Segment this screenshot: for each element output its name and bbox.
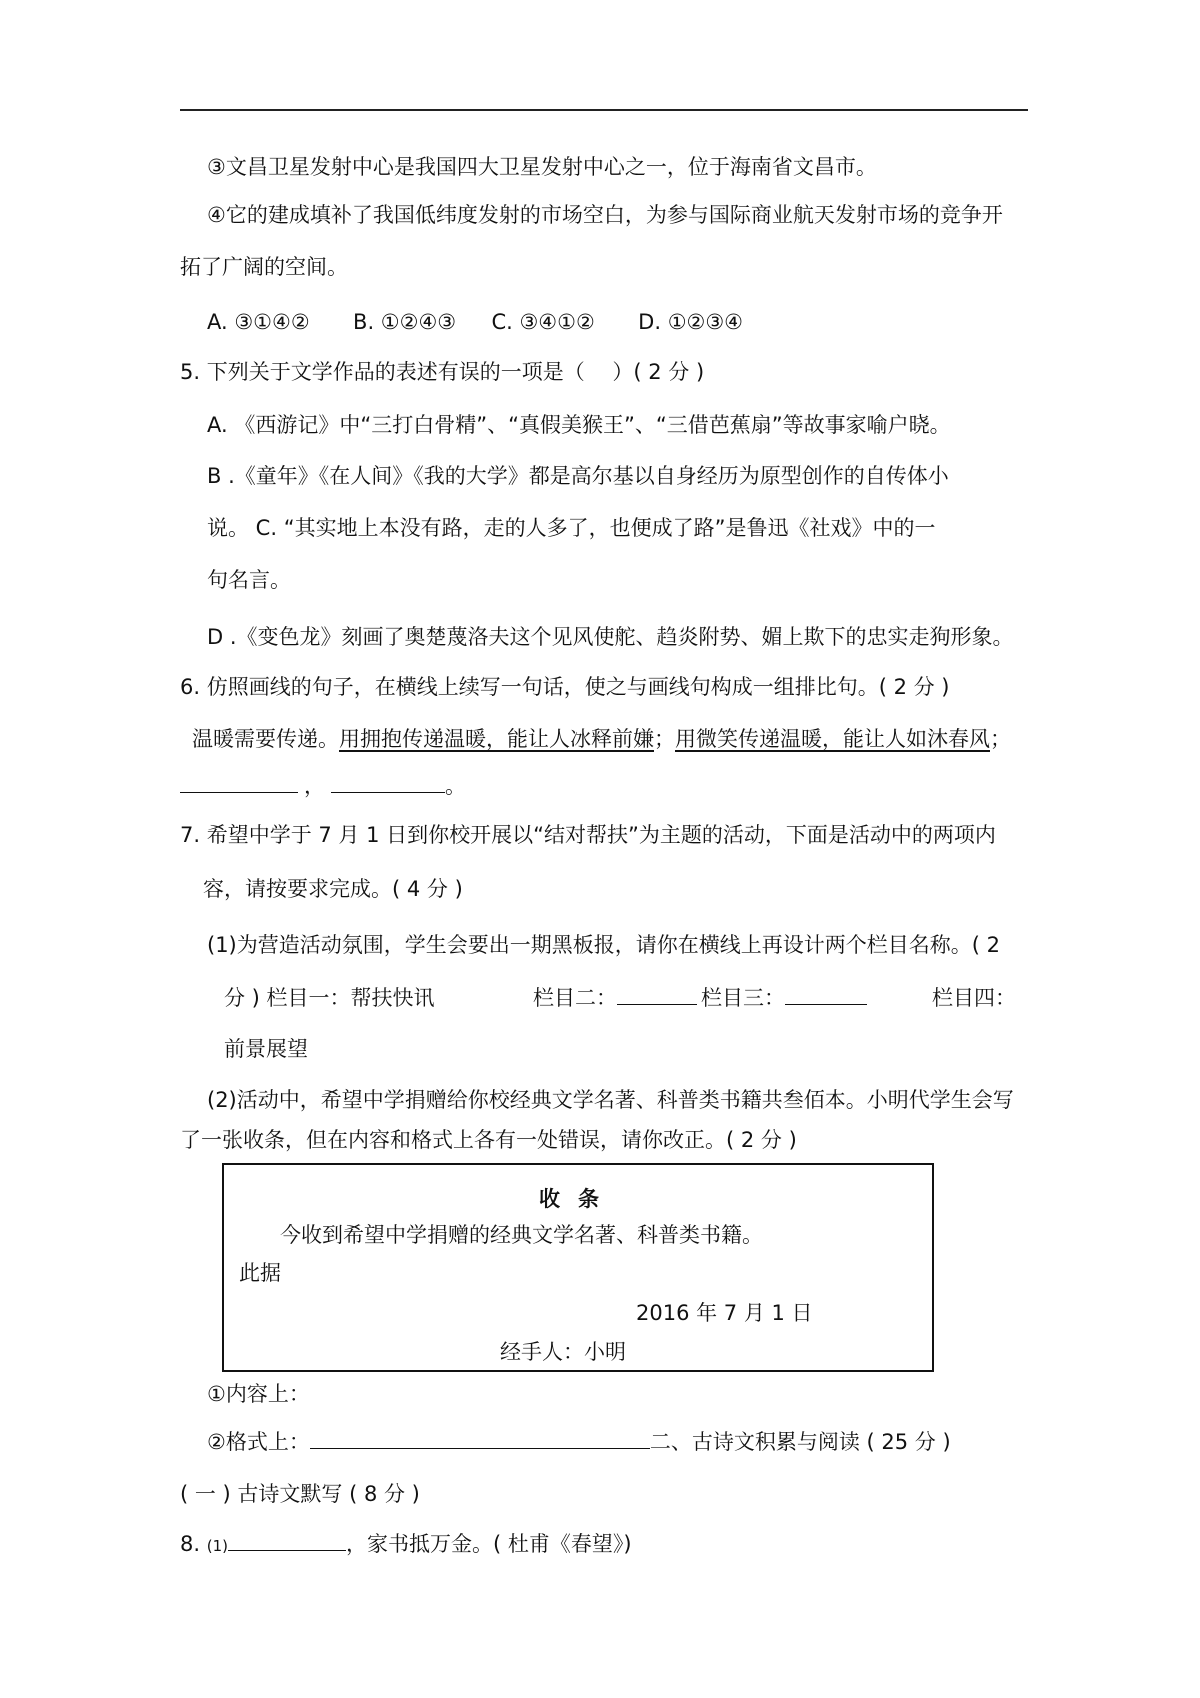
- q7-answer-content: ①内容上：: [207, 1382, 310, 1406]
- q4-options: [207, 308, 743, 336]
- q6-period: 。: [445, 774, 466, 798]
- q6-underlined-1: 用拥抱传递温暖，能让人冰释前嫌: [339, 727, 654, 751]
- receipt-box: [222, 1163, 934, 1372]
- q7-stem-line2: 容，请按要求完成。( 4 分 ): [203, 877, 463, 901]
- q7-col3-blank[interactable]: [785, 984, 867, 1005]
- q7-format-blank[interactable]: [310, 1428, 650, 1449]
- q4-option-c: C. ③④①②: [491, 310, 595, 334]
- q8-line: [180, 1530, 632, 1560]
- q6-answer-blank-1[interactable]: [180, 772, 298, 793]
- q7-stem-line1: 7. 希望中学于 7 月 1 日到你校开展以“结对帮扶”为主题的活动，下面是活动中的两项内: [180, 823, 996, 847]
- q4-option-a: A. ③①④②: [207, 310, 310, 334]
- q6-answer-line: [180, 772, 466, 800]
- q8-text: ，家书抵万金。( 杜甫《春望》): [345, 1532, 632, 1556]
- q7-col2-label: 栏目二：: [533, 986, 617, 1010]
- q6-text: [192, 725, 1011, 753]
- q7-part2-line2: 了一张收条，但在内容和格式上各有一处错误，请你改正。( 2 分 ): [180, 1128, 797, 1152]
- q8-blank[interactable]: [228, 1530, 346, 1551]
- q6-tail: ；: [990, 727, 1011, 751]
- q8-mark: (1): [206, 1537, 228, 1555]
- q6-lead: 温暖需要传递。: [192, 727, 339, 751]
- q6-comma: ，: [304, 774, 325, 798]
- receipt-date: 2016 年 7 月 1 日: [636, 1301, 813, 1325]
- section2-title: 二、古诗文积累与阅读 ( 25 分 ): [649, 1430, 951, 1454]
- q5-option-b-line1: B .《童年》《在人间》《我的大学》都是高尔基以自身经历为原型创作的自传体小: [207, 464, 949, 488]
- q4-option-b: B. ①②④③: [353, 310, 457, 334]
- q5-option-b-line2: 说。 C. “其实地上本没有路，走的人多了，也便成了路”是鲁迅《社戏》中的一: [207, 516, 936, 540]
- q7-part1-col4: 栏目四：: [932, 986, 1016, 1010]
- q5-option-a: A. 《西游记》中“三打白骨精”、“真假美猴王”、“三借芭蕉扇”等故事家喻户晓。: [207, 413, 951, 437]
- q7-part1-line1: (1)为营造活动氛围，学生会要出一期黑板报，请你在横线上再设计两个栏目名称。( 2: [207, 933, 1000, 957]
- q5-option-d: D .《变色龙》刻画了奥楚蔑洛夫这个见风使舵、趋炎附势、媚上欺下的忠实走狗形象。: [207, 625, 1014, 649]
- q7-answer-format: [207, 1428, 951, 1456]
- q6-stem: 6. 仿照画线的句子，在横线上续写一句话，使之与画线句构成一组排比句。( 2 分 ): [180, 675, 950, 699]
- q7-col2-blank[interactable]: [617, 984, 697, 1005]
- q4-option-d: D. ①②③④: [638, 310, 743, 334]
- receipt-ci-ju: 此据: [239, 1261, 281, 1285]
- q4-sentence-4-line1: ④它的建成填补了我国低纬度发射的市场空白，为参与国际商业航天发射市场的竞争开: [207, 203, 1003, 227]
- q4-sentence-4-line2: 拓了广阔的空间。: [180, 255, 348, 279]
- q5-option-b-line3: 句名言。: [207, 568, 291, 592]
- q5-stem: 5. 下列关于文学作品的表述有误的一项是（ ）( 2 分 ): [180, 360, 705, 384]
- q7-format-label: ②格式上：: [207, 1430, 310, 1454]
- q6-underlined-2: 用微笑传递温暖，能让人如沐春风: [675, 727, 990, 751]
- q7-col3-label: 栏目三：: [701, 986, 785, 1010]
- receipt-handler: 经手人：小明: [500, 1340, 626, 1364]
- q7-part1-col1: 分 ) 栏目一：帮扶快讯: [224, 986, 435, 1010]
- q6-separator: ；: [654, 727, 675, 751]
- q7-part1-col3: [701, 984, 867, 1012]
- receipt-title: 收条: [539, 1187, 617, 1211]
- q7-part2-line1: (2)活动中，希望中学捐赠给你校经典文学名著、科普类书籍共叁佰本。小明代学生会写: [207, 1088, 1014, 1112]
- q7-part1-line3: 前景展望: [224, 1037, 308, 1061]
- receipt-body: 今收到希望中学捐赠的经典文学名著、科普类书籍。: [280, 1223, 763, 1247]
- header-rule: [180, 109, 1028, 111]
- q4-sentence-3: ③文昌卫星发射中心是我国四大卫星发射中心之一，位于海南省文昌市。: [207, 155, 877, 179]
- q8-number: 8.: [180, 1532, 201, 1556]
- q6-answer-blank-2[interactable]: [331, 772, 445, 793]
- q7-part1-col2: [533, 984, 697, 1012]
- section2-sub1: ( 一 ) 古诗文默写 ( 8 分 ): [180, 1482, 420, 1506]
